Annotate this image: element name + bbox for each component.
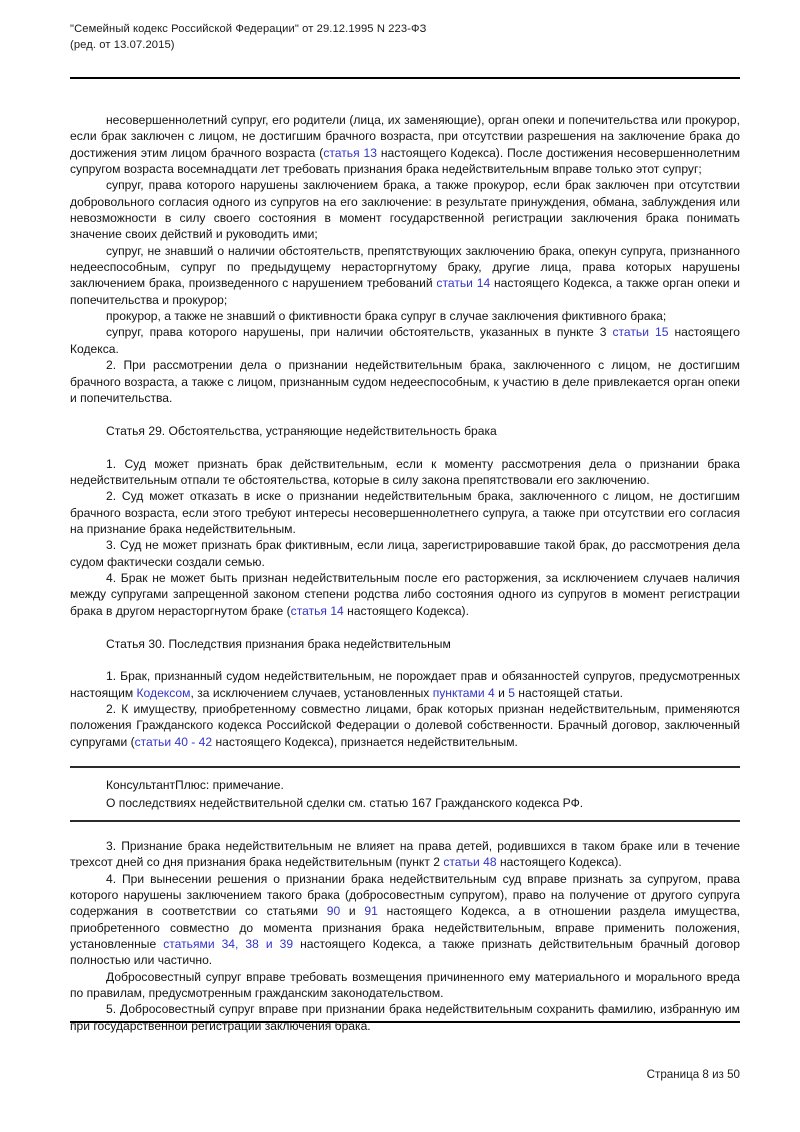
link-articles-40-42[interactable]: статьи 40 - 42: [134, 734, 213, 749]
text-mid-2: настоящего Кодекса, а в отношении раздела имущества, приобретенного совместно до момента признания брака недействительным, вправе применить положения, установленные: [70, 904, 741, 952]
text-tail: настоящего Кодекса). После достижения несовершеннолетним супругом возраста восемнадцати лет требовать признания брака недействительным вправе только этот супруг;: [70, 145, 741, 177]
spacer: [70, 750, 740, 766]
paragraph-consent: супруг, права которого нарушены заключением брака, а также прокурор, если брак заключен при отсутствии добровольного согласия одного из супругов на его заключение: в результате принуждения, обмана, заблуждения или невозможности в силу своего состояния в момент государственной регистрации заключения брака понимать значение своих действий и руководить ими;: [70, 178, 740, 242]
document-title-line-2: (ред. от 13.07.2015): [70, 38, 175, 51]
paragraph-art30-item-1: [70, 668, 740, 701]
text-mid-1: и: [340, 904, 365, 919]
link-article-90[interactable]: 90: [326, 904, 341, 919]
text-lead: несовершеннолетний супруг, его родители (лица, их заменяющие), орган опеки и попечительства или прокурор, если брак заключен с лицом, не достигшим брачного возраста, при отсутствии разрешения на заключение брака до достижения этим лицом брачного возраста (: [70, 113, 740, 160]
paragraph-art30-item-2: [70, 701, 740, 750]
text-tail: настоящего Кодекса).: [496, 855, 622, 870]
text-lead: 4. При вынесении решения о признании брака недействительным суд вправе признать за супругом, права которого нарушены заключением такого брака (добросовестным супругом), право на получение от другого супруга содержания в соответствии со статьями: [70, 871, 740, 919]
text-tail: настоящей статьи.: [514, 685, 623, 700]
text-tail: настоящего Кодекса.: [70, 325, 740, 356]
text-lead: 1. Брак, признанный судом недействительным, не порождает прав и обязанностей супругов, предусмотренных настоящим: [70, 669, 740, 700]
spacer: [70, 822, 740, 838]
text-tail: настоящего Кодекса), признается недействительным.: [212, 734, 518, 749]
footer-divider: [70, 1021, 740, 1023]
paragraph-obstacles: [70, 243, 740, 308]
link-article-14[interactable]: статья 14: [290, 603, 344, 618]
paragraph-art29-item-1: 1. Суд может признать брак действительным, если к моменту рассмотрения дела о признании брака недействительным отпали те обстоятельства, которые в силу закона препятствовали его заключению.: [70, 456, 740, 487]
text-tail: настоящего Кодекса, а также признать действительным брачный договор полностью или частично.: [70, 937, 741, 968]
paragraph-minor-spouse: [70, 112, 740, 177]
text-tail: настоящего Кодекса).: [343, 603, 469, 618]
spacer: [70, 619, 740, 636]
link-articles-34-38-39[interactable]: статьями 34, 38 и 39: [163, 937, 294, 952]
heading-article-30: Статья 30. Последствия признания брака недействительным: [106, 636, 451, 651]
document-title-line-1: "Семейный кодекс Российской Федерации" от 29.12.1995 N 223-ФЗ: [70, 23, 427, 35]
link-article-48[interactable]: статьи 48: [443, 855, 497, 870]
link-article-15[interactable]: статьи 15: [612, 325, 669, 340]
link-punkt-4[interactable]: 4: [487, 685, 495, 700]
page-number: Страница 8 из 50: [646, 1068, 740, 1081]
text-mid-3: и: [494, 685, 509, 700]
paragraph-art30-item-4b: Добросовестный супруг вправе требовать возмещения причиненного ему материального и морального вреда по правилам, предусмотренным гражданским законодательством.: [70, 969, 740, 1001]
note-title: КонсультантПлюс: примечание.: [106, 778, 284, 793]
text-lead: 2. К имуществу, приобретенному совместно лицами, брак которых признан недействительным, применяются положения Гражданского кодекса Российской Федерации о долевой собственности. Брачный договор, заключенный супругами (: [70, 702, 740, 749]
link-article-91[interactable]: 91: [364, 904, 378, 919]
link-kodeks[interactable]: Кодексом: [136, 685, 191, 700]
paragraph-art30-item-3: [70, 838, 740, 871]
text-lead: 4. Брак не может быть признан недействительным после его расторжения, за исключением случаев наличия между супругами запрещенной законом степени родства либо состояния одного из супругов в момент регистрации брака в другом нерасторгнутом браке (: [70, 570, 740, 618]
note-content: [70, 768, 740, 820]
spacer: [70, 406, 740, 423]
paragraph-art28-item-2: 2. При рассмотрении дела о признании недействительным брака, заключенного с лицом, не достигшим брачного возраста, а также с лицом, признанным судом недееспособным, к участию в деле привлекается орган опеки и попечительства.: [70, 358, 740, 405]
note-text: О последствиях недействительной сделки см. статью 167 Гражданского кодекса РФ.: [106, 795, 584, 810]
spacer: [70, 440, 740, 456]
text-lead: супруг, права которого нарушены, при наличии обстоятельств, указанных в пункте 3: [106, 325, 613, 340]
paragraph-point-3: [70, 324, 740, 357]
text-lead: 3. Признание брака недействительным не влияет на права детей, родившихся в таком браке или в течение трехсот дней со дня признания брака недействительным (пункт 2: [70, 839, 740, 870]
consultant-plus-note: [70, 766, 740, 822]
link-punkty[interactable]: пунктами: [432, 685, 485, 700]
document-body: [70, 112, 740, 1034]
paragraph-art30-item-5: 5. Добросовестный супруг вправе при признании брака недействительным сохранить фамилию, избранную им при государственной регистрации заключения брака.: [70, 1002, 740, 1033]
paragraph-prosecutor: прокурор, а также не знавший о фиктивности брака супруг в случае заключения фиктивного брака;: [106, 309, 667, 324]
link-article-14[interactable]: статьи 14: [436, 276, 491, 291]
heading-article-29: Статья 29. Обстоятельства, устраняющие недействительность брака: [106, 424, 497, 439]
spacer: [70, 652, 740, 668]
paragraph-art29-item-2: 2. Суд может отказать в иске о признании недействительным брака, заключенного с лицом, не достигшим брачного возраста, если этого требуют интересы несовершеннолетнего супруга, а также при отсутствии его согласия на признание брака недействительным.: [70, 489, 740, 536]
paragraph-art29-item-4: [70, 570, 740, 619]
link-article-13[interactable]: статья 13: [323, 145, 377, 160]
document-header: [70, 22, 740, 53]
header-divider: [70, 77, 740, 79]
paragraph-art30-item-4: [70, 871, 740, 969]
text-tail: настоящего Кодекса, а также орган опеки и попечительства и прокурор;: [70, 276, 740, 307]
link-punkt-5[interactable]: 5: [508, 685, 515, 700]
text-lead: супруг, не знавший о наличии обстоятельств, препятствующих заключению брака, опекун супруга, признанного недееспособным, супруг по предыдущему нерасторгнутому браку, другие лица, права которых нарушены заключением брака, произведенного с нарушением требований: [70, 243, 740, 291]
paragraph-art29-item-3: 3. Суд не может признать брак фиктивным, если лица, зарегистрировавшие такой брак, до рассмотрения дела судом фактически создали семью.: [70, 538, 740, 569]
text-mid-1: , за исключением случаев, установленных: [190, 685, 433, 700]
